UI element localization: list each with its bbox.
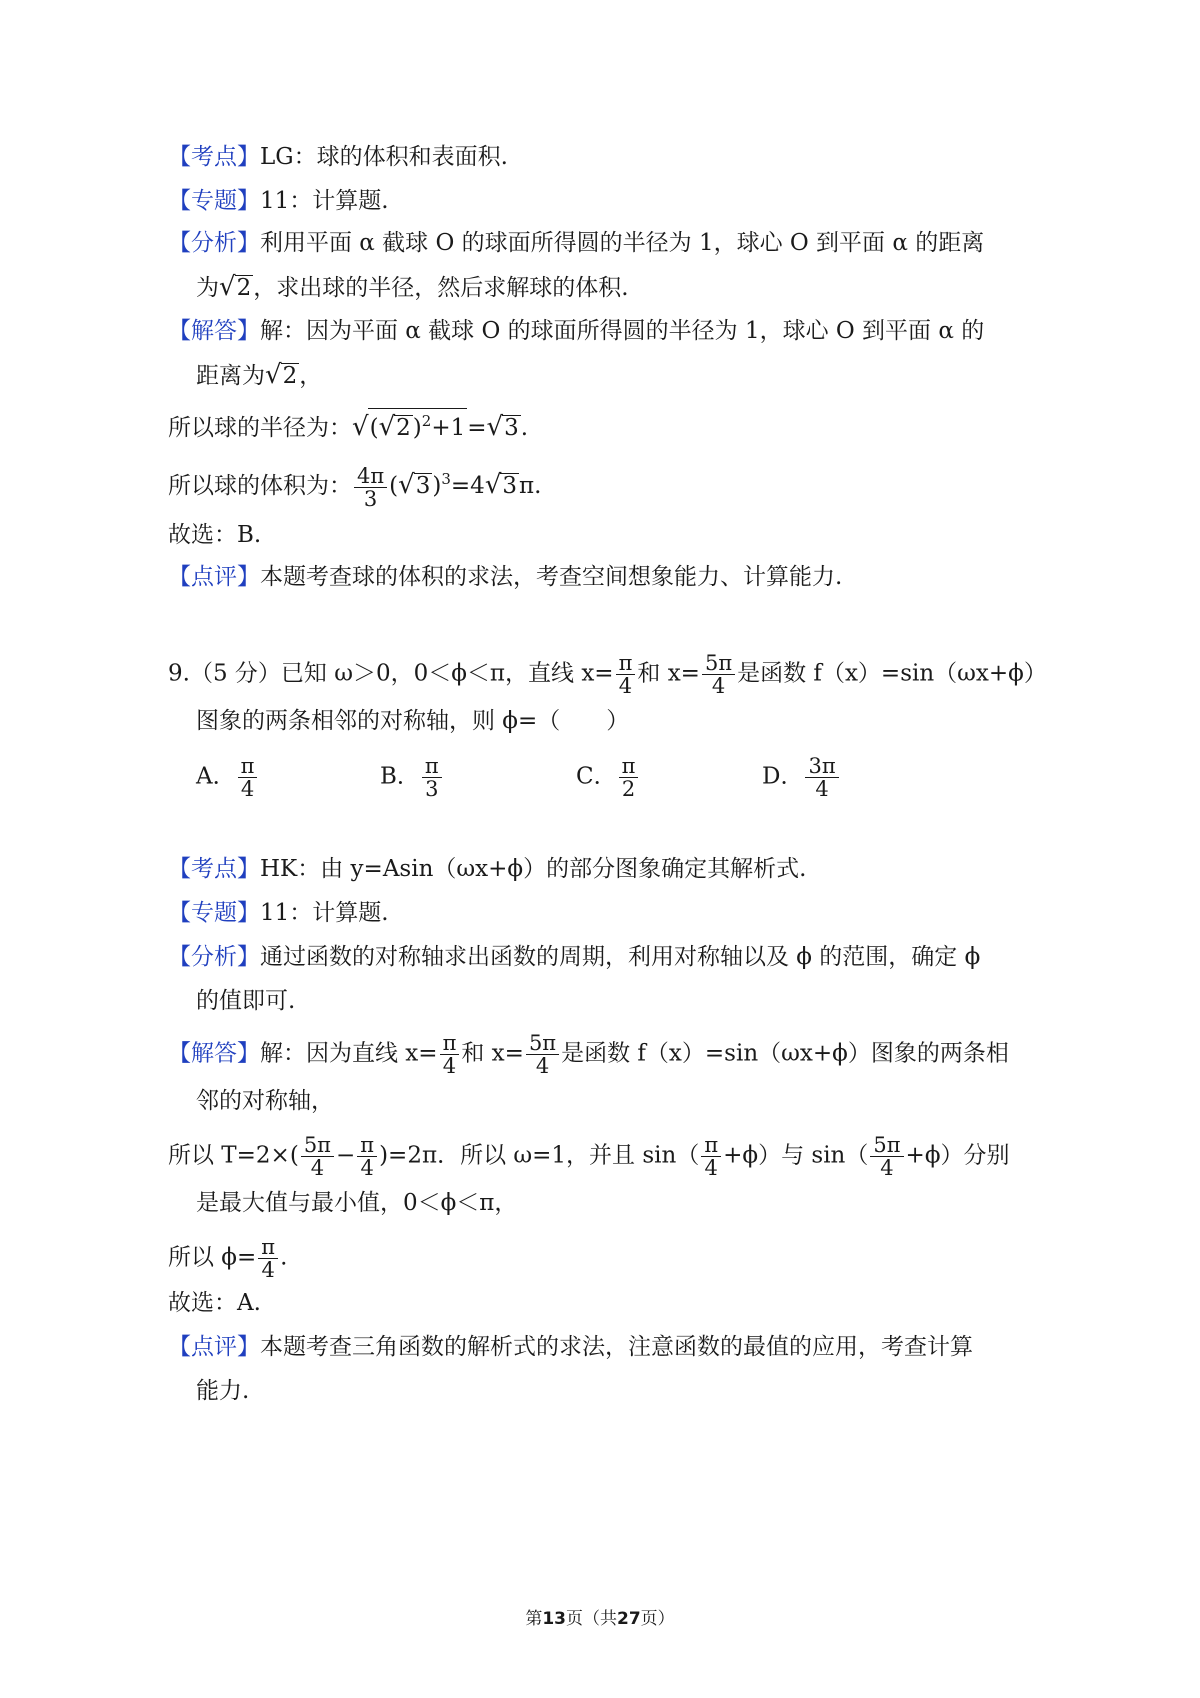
- kaodian-text: LG：球的体积和表面积.: [260, 144, 508, 170]
- radius-pre: 所以球的半径为：: [168, 415, 352, 441]
- jieda-b: 和 x=: [461, 1040, 524, 1067]
- stem-b: 和 x=: [637, 660, 700, 687]
- fraction: [440, 1032, 460, 1077]
- frac-den: 2: [621, 777, 636, 801]
- period-d: +ϕ）分别: [905, 1142, 1010, 1169]
- paren-close: ): [432, 473, 442, 499]
- q9-period-line2: 是最大值与最小值，0＜ϕ＜π，: [196, 1190, 518, 1216]
- fraction: [701, 1134, 721, 1179]
- option-a[interactable]: [196, 755, 259, 800]
- q9-zhuanti: [168, 898, 389, 928]
- jieda-post: ，: [299, 363, 323, 389]
- fraction: [301, 1134, 334, 1179]
- fraction: [805, 755, 838, 800]
- sqrt-symbol: √: [484, 470, 502, 500]
- jieda-tag: 【解答】: [168, 318, 260, 344]
- q9-fenxi-line2: 的值即可.: [196, 988, 296, 1014]
- frac-num: 5π: [301, 1134, 334, 1157]
- fenxi-text: 通过函数的对称轴求出函数的周期，利用对称轴以及 ϕ 的范围，确定 ϕ: [260, 944, 981, 970]
- fraction: [702, 652, 735, 697]
- page-number: 13: [542, 1609, 566, 1629]
- fraction: [258, 1236, 278, 1281]
- jieda-text: 解：因为平面 α 截球 O 的球面所得圆的半径为 1，球心 O 到平面 α 的: [260, 318, 985, 344]
- frac-den: 4: [704, 1156, 718, 1180]
- frac-num: π: [616, 652, 636, 675]
- sqrt-symbol: √: [265, 360, 282, 390]
- sqrt-symbol-inner: √: [378, 412, 396, 442]
- minus: −: [335, 1142, 356, 1169]
- q9-stem-line2: 图象的两条相邻的对称轴，则 ϕ=（ ）: [196, 708, 630, 734]
- pi-end: π.: [519, 473, 542, 499]
- option-label: B．: [380, 763, 420, 790]
- frac-num: π: [238, 755, 258, 778]
- frac-num: 5π: [870, 1134, 903, 1157]
- q9-jieda-line2: 邻的对称轴，: [196, 1088, 334, 1114]
- frac-den: 4: [618, 674, 633, 698]
- jieda-a: 解：因为直线 x=: [260, 1040, 438, 1067]
- paren-close: ): [412, 415, 422, 441]
- kaodian-tag: 【考点】: [168, 144, 260, 170]
- option-label: C．: [576, 763, 617, 790]
- sqrt-symbol: √: [486, 412, 504, 442]
- footer-c: 页）: [640, 1609, 675, 1629]
- frac-num: 4π: [354, 465, 387, 488]
- result-radicand: 3: [502, 473, 518, 499]
- option-b[interactable]: [380, 755, 444, 800]
- frac-den: 3: [425, 777, 439, 801]
- footer-b: 页（共: [566, 1609, 617, 1629]
- frac-den: 3: [363, 486, 378, 511]
- fraction: [238, 755, 258, 800]
- zhuanti-tag: 【专题】: [168, 900, 260, 926]
- exponent: 2: [421, 412, 432, 430]
- q9-phi: [168, 1236, 287, 1281]
- footer-a: 第: [525, 1609, 543, 1629]
- kaodian-text: HK：由 y=Asin（ωx+ϕ）的部分图象确定其解析式.: [260, 856, 807, 882]
- frac-num: 5π: [526, 1032, 559, 1055]
- fraction: [526, 1032, 559, 1077]
- fenxi-tag: 【分析】: [168, 230, 260, 256]
- q8-kaodian: [168, 142, 508, 172]
- paren-open: (: [389, 473, 399, 499]
- fenxi-text-pre: 为: [196, 275, 219, 301]
- fraction: [354, 465, 387, 510]
- zhuanti-text: 11：计算题.: [260, 900, 389, 926]
- frac-den: 4: [535, 1054, 550, 1078]
- q9-dianping: [168, 1332, 973, 1362]
- exponent: 3: [441, 470, 451, 488]
- frac-den: 4: [711, 674, 726, 698]
- zhuanti-tag: 【专题】: [168, 188, 260, 214]
- dianping-tag: 【点评】: [168, 564, 260, 590]
- volume-pre: 所以球的体积为：: [168, 473, 352, 499]
- fraction: [616, 652, 636, 697]
- phi-a: 所以 ϕ=: [168, 1244, 257, 1271]
- fraction: [870, 1134, 903, 1179]
- q8-volume: [168, 464, 541, 510]
- q8-fenxi-line2: [196, 272, 629, 303]
- frac-den: 4: [442, 1054, 457, 1078]
- frac-num: π: [258, 1236, 278, 1259]
- fenxi-text-post: ，求出球的半径，然后求解球的体积.: [253, 275, 629, 301]
- frac-num: π: [440, 1032, 460, 1055]
- frac-num: π: [357, 1134, 377, 1157]
- sqrt-radicand: 2: [282, 363, 298, 389]
- phi-end: .: [280, 1244, 288, 1271]
- sqrt-radicand: 2: [236, 275, 252, 301]
- fraction: [422, 755, 442, 800]
- plus-one: +1: [431, 415, 466, 441]
- q9-dianping-line2: 能力.: [196, 1378, 250, 1404]
- q8-fenxi: [168, 228, 984, 258]
- q9-period: [168, 1134, 1010, 1179]
- zhuanti-text: 11：计算题.: [260, 188, 389, 214]
- dianping-tag: 【点评】: [168, 1334, 260, 1360]
- q8-guxuan: 故选：B.: [168, 522, 262, 548]
- option-c[interactable]: [576, 755, 640, 800]
- q8-dianping: [168, 562, 842, 592]
- q8-radius: [168, 408, 528, 443]
- kaodian-tag: 【考点】: [168, 856, 260, 882]
- frac-num: 5π: [702, 652, 735, 675]
- q9-guxuan: 故选：A.: [168, 1290, 261, 1316]
- option-d[interactable]: [762, 755, 841, 800]
- frac-num: π: [619, 755, 639, 778]
- jieda-c: 是函数 f（x）=sin（ωx+ϕ）图象的两条相: [561, 1040, 1009, 1067]
- sqrt-symbol: √: [398, 470, 415, 500]
- frac-den: 4: [880, 1156, 894, 1180]
- frac-den: 4: [310, 1156, 325, 1180]
- q9-kaodian: [168, 854, 806, 884]
- option-label: A．: [196, 763, 236, 790]
- dianping-text: 本题考查球的体积的求法，考查空间想象能力、计算能力.: [260, 564, 843, 590]
- period-a: 所以 T=2×(: [168, 1142, 299, 1169]
- result-radicand: 3: [504, 415, 519, 441]
- equals: =4: [450, 473, 485, 499]
- jieda-tag: 【解答】: [168, 1040, 260, 1067]
- q9-jieda: [168, 1032, 1009, 1077]
- inner-radicand: 2: [396, 415, 411, 441]
- fraction: [357, 1134, 377, 1179]
- page-footer: [0, 1604, 1200, 1629]
- q8-jieda-line2: [196, 360, 322, 391]
- frac-den: 4: [261, 1258, 275, 1282]
- stem-c: 是函数 f（x）=sin（ωx+ϕ）: [737, 660, 1047, 687]
- q8-jieda: [168, 316, 984, 346]
- period-b: )=2π．所以 ω=1，并且 sin（: [379, 1142, 700, 1169]
- frac-den: 4: [815, 777, 829, 801]
- stem-a: 9.（5 分）已知 ω＞0，0＜ϕ＜π，直线 x=: [168, 660, 614, 687]
- frac-num: π: [422, 755, 442, 778]
- q8-zhuanti: [168, 186, 389, 216]
- frac-num: 3π: [805, 755, 838, 778]
- period-end: .: [520, 415, 529, 441]
- frac-den: 4: [360, 1156, 374, 1180]
- sqrt-radicand: [368, 408, 468, 440]
- option-label: D．: [762, 763, 804, 790]
- dianping-text: 本题考查三角函数的解析式的求法，注意函数的最值的应用，考查计算: [260, 1334, 973, 1360]
- page-total: 27: [617, 1609, 641, 1629]
- fenxi-tag: 【分析】: [168, 944, 260, 970]
- fraction: [619, 755, 639, 800]
- frac-den: 4: [240, 777, 255, 801]
- sqrt-radicand: 3: [415, 473, 431, 499]
- paren-open: (: [369, 415, 379, 441]
- frac-num: π: [701, 1134, 721, 1157]
- equals: =: [467, 415, 487, 441]
- jieda-pre: 距离为: [196, 363, 265, 389]
- sqrt-symbol: √: [219, 272, 236, 302]
- sqrt-symbol: √: [352, 412, 369, 442]
- q9-stem-line1: [168, 652, 1047, 697]
- q9-fenxi: [168, 942, 980, 972]
- period-c: +ϕ）与 sin（: [723, 1142, 869, 1169]
- fenxi-text: 利用平面 α 截球 O 的球面所得圆的半径为 1，球心 O 到平面 α 的距离: [260, 230, 985, 256]
